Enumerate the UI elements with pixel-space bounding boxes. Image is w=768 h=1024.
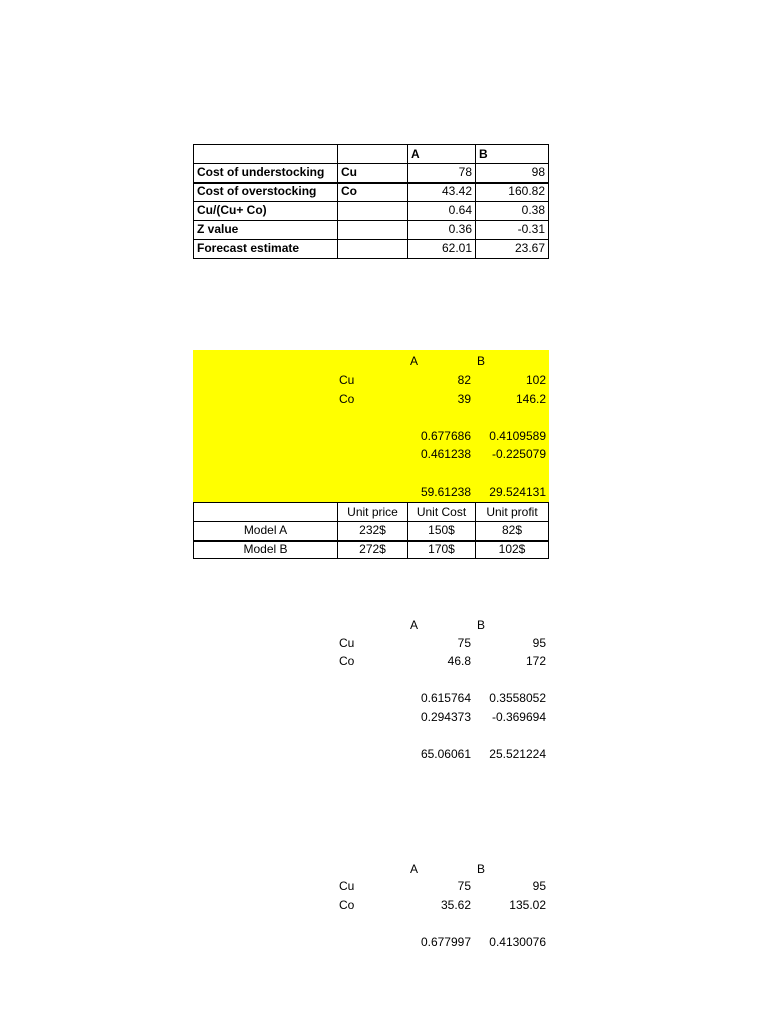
co-value-b: 135.02 bbox=[509, 898, 546, 912]
header-a: A bbox=[409, 862, 418, 876]
co-value-a: 46.8 bbox=[447, 654, 471, 668]
unit-cost: 150$ bbox=[428, 523, 455, 537]
calculation-block-3 bbox=[193, 858, 549, 958]
co-label: Co bbox=[339, 392, 355, 406]
value-b: 160.82 bbox=[508, 184, 545, 198]
forecast-value-a: 59.61238 bbox=[420, 485, 471, 499]
ratio-value-b: 0.4130076 bbox=[489, 935, 546, 949]
value-a: 62.01 bbox=[441, 241, 472, 255]
price-table bbox=[193, 502, 549, 559]
value-a: 78 bbox=[458, 165, 472, 179]
cu-value-b: 95 bbox=[532, 879, 546, 893]
ratio-value-b: 0.3558052 bbox=[489, 691, 546, 705]
header-unit-price: Unit price bbox=[347, 505, 398, 519]
value-b: 23.67 bbox=[514, 241, 545, 255]
co-value-a: 35.62 bbox=[440, 898, 471, 912]
row-label: Cost of understocking bbox=[197, 165, 325, 179]
co-value-b: 146.2 bbox=[515, 392, 546, 406]
header-b: B bbox=[476, 354, 485, 368]
header-b: B bbox=[476, 862, 485, 876]
unit-price: 272$ bbox=[359, 542, 386, 556]
unit-cost: 170$ bbox=[428, 542, 455, 556]
value-b: 98 bbox=[531, 165, 545, 179]
header-a: A bbox=[409, 618, 418, 632]
cu-value-a: 75 bbox=[457, 636, 471, 650]
value-a: 0.64 bbox=[448, 203, 472, 217]
unit-profit: 82$ bbox=[501, 523, 523, 537]
value-b: -0.31 bbox=[517, 222, 545, 236]
z-value-a: 0.461238 bbox=[420, 447, 471, 461]
row-label: Z value bbox=[197, 222, 239, 236]
forecast-value-b: 29.524131 bbox=[489, 485, 546, 499]
header-unit-profit: Unit profit bbox=[486, 505, 538, 519]
co-value-a: 39 bbox=[457, 392, 471, 406]
z-value-a: 0.294373 bbox=[420, 710, 471, 724]
unit-price: 232$ bbox=[359, 523, 386, 537]
forecast-value-b: 25.521224 bbox=[489, 747, 546, 761]
highlighted-calculation-block bbox=[193, 350, 549, 502]
model-label: Model B bbox=[243, 542, 288, 556]
z-value-b: -0.225079 bbox=[491, 447, 546, 461]
value-a: 0.36 bbox=[448, 222, 472, 236]
row-symbol: Co bbox=[341, 184, 357, 198]
row-label: Forecast estimate bbox=[197, 241, 300, 255]
cu-label: Cu bbox=[339, 879, 355, 893]
header-a: A bbox=[409, 354, 418, 368]
cu-value-b: 95 bbox=[532, 636, 546, 650]
header-unit-cost: Unit Cost bbox=[416, 505, 467, 519]
co-label: Co bbox=[339, 898, 355, 912]
row-label: Cost of overstocking bbox=[197, 184, 317, 198]
forecast-value-a: 65.06061 bbox=[420, 747, 471, 761]
header-b: B bbox=[476, 618, 485, 632]
co-label: Co bbox=[339, 654, 355, 668]
ratio-value-b: 0.4109589 bbox=[489, 429, 546, 443]
unit-profit: 102$ bbox=[498, 542, 526, 556]
value-b: 0.38 bbox=[521, 203, 545, 217]
z-value-b: -0.369694 bbox=[491, 710, 546, 724]
ratio-value-a: 0.677997 bbox=[420, 935, 471, 949]
value-a: 43.42 bbox=[441, 184, 472, 198]
header-b: B bbox=[479, 147, 488, 161]
ratio-value-a: 0.615764 bbox=[420, 691, 471, 705]
cu-value-a: 75 bbox=[457, 879, 471, 893]
calculation-block-2 bbox=[193, 614, 549, 774]
cu-label: Cu bbox=[339, 636, 355, 650]
cu-label: Cu bbox=[339, 373, 355, 387]
cu-value-b: 102 bbox=[525, 373, 546, 387]
row-symbol: Cu bbox=[341, 165, 357, 179]
ratio-value-a: 0.677686 bbox=[420, 429, 471, 443]
co-value-b: 172 bbox=[525, 654, 546, 668]
model-label: Model A bbox=[243, 523, 288, 537]
row-label: Cu/(Cu+ Co) bbox=[197, 203, 267, 217]
cu-value-a: 82 bbox=[457, 373, 471, 387]
cost-table bbox=[193, 144, 549, 259]
header-a: A bbox=[411, 147, 420, 161]
